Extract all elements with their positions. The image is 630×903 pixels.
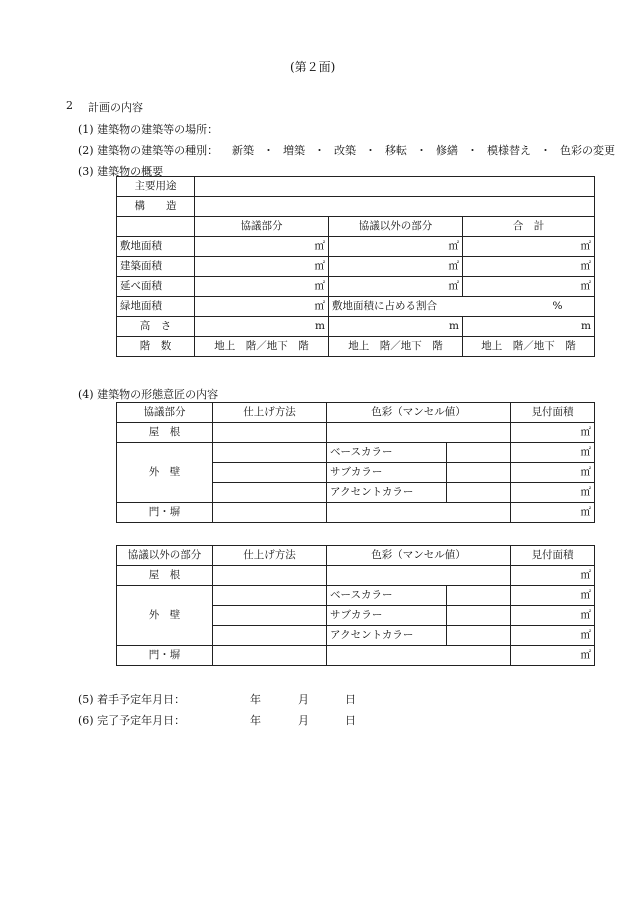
type-extension: 増築 (283, 144, 305, 157)
gate-label: 門・塀 (117, 646, 213, 666)
head-finish: 仕上げ方法 (213, 403, 327, 423)
table-row (117, 217, 595, 237)
header-other: 協議以外の部分 (329, 217, 463, 237)
sub-color-value[interactable] (447, 463, 511, 483)
floors-label: 階 数 (117, 337, 195, 357)
gate-label: 門・塀 (117, 503, 213, 523)
height-kyogi[interactable]: m (195, 317, 329, 337)
item6-day: 日 (345, 714, 356, 727)
wall-finish-3[interactable] (213, 626, 327, 646)
green-area-value[interactable]: ㎡ (195, 297, 329, 317)
accent-color-value[interactable] (447, 483, 511, 503)
site-area-other[interactable]: ㎡ (329, 237, 463, 257)
floor-area-label: 延べ面積 (117, 277, 195, 297)
table-row (117, 546, 595, 566)
type-repair: 修繕 (436, 144, 458, 157)
sub-color-value[interactable] (447, 606, 511, 626)
wall-label: 外 壁 (117, 443, 213, 503)
blank-cell (117, 217, 195, 237)
accent-color-value[interactable] (447, 626, 511, 646)
table-row (117, 403, 595, 423)
item6-year: 年 (250, 714, 261, 727)
table-row (117, 503, 595, 523)
sep: ・ (263, 144, 274, 157)
item6-month: 月 (298, 714, 309, 727)
wall-finish-1[interactable] (213, 443, 327, 463)
section-title: 計画の内容 (88, 101, 143, 114)
gate-color[interactable] (327, 646, 511, 666)
type-new: 新築 (232, 144, 254, 157)
structure-field[interactable] (195, 197, 595, 217)
table-row (117, 197, 595, 217)
floor-area-kyogi[interactable]: ㎡ (195, 277, 329, 297)
head-other: 協議以外の部分 (117, 546, 213, 566)
type-remodel: 模様替え (487, 144, 531, 157)
type-relocation: 移転 (385, 144, 407, 157)
sep: ・ (314, 144, 325, 157)
sep: ・ (540, 144, 551, 157)
item1-label: (1) 建築物の建築等の場所： (78, 123, 219, 136)
table-row (117, 297, 595, 317)
wall-label: 外 壁 (117, 586, 213, 646)
gate-finish[interactable] (213, 646, 327, 666)
item2-label: (2) 建築物の建築等の種別： (78, 144, 219, 157)
design-table-other (116, 545, 595, 666)
purpose-label: 主要用途 (117, 177, 195, 197)
roof-finish[interactable] (213, 566, 327, 586)
roof-area[interactable]: ㎡ (511, 423, 595, 443)
wall-finish-1[interactable] (213, 586, 327, 606)
sep: ・ (365, 144, 376, 157)
wall-finish-3[interactable] (213, 483, 327, 503)
table-row (117, 423, 595, 443)
page-title: (第２面) (290, 60, 336, 74)
head-visible-area: 見付面積 (511, 403, 595, 423)
base-color-label: ベースカラー (327, 586, 447, 606)
table-row (117, 177, 595, 197)
building-area-total[interactable]: ㎡ (463, 257, 595, 277)
accent-color-label: アクセントカラー (327, 483, 447, 503)
sub-color-area[interactable]: ㎡ (511, 463, 595, 483)
base-color-value[interactable] (447, 443, 511, 463)
base-color-value[interactable] (447, 586, 511, 606)
item3-label: (3) 建築物の概要 (78, 165, 164, 178)
type-rebuild: 改築 (334, 144, 356, 157)
gate-area[interactable]: ㎡ (511, 646, 595, 666)
sep: ・ (467, 144, 478, 157)
gate-color[interactable] (327, 503, 511, 523)
floors-kyogi[interactable]: 地上 階／地下 階 (195, 337, 329, 357)
sep: ・ (416, 144, 427, 157)
structure-label: 構 造 (117, 197, 195, 217)
item5-month: 月 (298, 693, 309, 706)
roof-label: 屋 根 (117, 423, 213, 443)
base-color-label: ベースカラー (327, 443, 447, 463)
green-ratio-label: 敷地面積に占める割合 (329, 297, 463, 317)
green-area-label: 緑地面積 (117, 297, 195, 317)
head-color: 色彩（マンセル値） (327, 546, 511, 566)
item5-day: 日 (345, 693, 356, 706)
table-row (117, 317, 595, 337)
floors-other[interactable]: 地上 階／地下 階 (329, 337, 463, 357)
table-row (117, 337, 595, 357)
site-area-label: 敷地面積 (117, 237, 195, 257)
design-table-kyogi (116, 402, 595, 523)
table-row (117, 443, 595, 463)
sub-color-area[interactable]: ㎡ (511, 606, 595, 626)
header-total: 合 計 (463, 217, 595, 237)
head-color: 色彩（マンセル値） (327, 403, 511, 423)
table-row (117, 566, 595, 586)
site-area-kyogi[interactable]: ㎡ (195, 237, 329, 257)
floors-total[interactable]: 地上 階／地下 階 (463, 337, 595, 357)
floor-area-other[interactable]: ㎡ (329, 277, 463, 297)
item5-label: (5) 着手予定年月日： (78, 693, 186, 706)
building-area-other[interactable]: ㎡ (329, 257, 463, 277)
roof-area[interactable]: ㎡ (511, 566, 595, 586)
gate-area[interactable]: ㎡ (511, 503, 595, 523)
table-row (117, 586, 595, 606)
building-area-kyogi[interactable]: ㎡ (195, 257, 329, 277)
sub-color-label: サブカラー (327, 463, 447, 483)
green-ratio-value[interactable]: % (463, 297, 595, 317)
wall-finish-2[interactable] (213, 606, 327, 626)
base-color-area[interactable]: ㎡ (511, 586, 595, 606)
site-area-total[interactable]: ㎡ (463, 237, 595, 257)
building-area-label: 建築面積 (117, 257, 195, 277)
roof-color[interactable] (327, 566, 511, 586)
table-row (117, 237, 595, 257)
wall-finish-2[interactable] (213, 463, 327, 483)
table-row (117, 257, 595, 277)
base-color-area[interactable]: ㎡ (511, 443, 595, 463)
floor-area-total[interactable]: ㎡ (463, 277, 595, 297)
height-total[interactable]: m (463, 317, 595, 337)
table-row (117, 646, 595, 666)
height-other[interactable]: m (329, 317, 463, 337)
accent-color-label: アクセントカラー (327, 626, 447, 646)
item5-year: 年 (250, 693, 261, 706)
head-kyogi: 協議部分 (117, 403, 213, 423)
purpose-field[interactable] (195, 177, 595, 197)
accent-color-area[interactable]: ㎡ (511, 626, 595, 646)
type-color-change: 色彩の変更 (560, 144, 615, 157)
accent-color-area[interactable]: ㎡ (511, 483, 595, 503)
head-finish: 仕上げ方法 (213, 546, 327, 566)
section-number: 2 (66, 99, 73, 112)
head-visible-area: 見付面積 (511, 546, 595, 566)
roof-finish[interactable] (213, 423, 327, 443)
item4-label: (4) 建築物の形態意匠の内容 (78, 388, 219, 401)
roof-label: 屋 根 (117, 566, 213, 586)
gate-finish[interactable] (213, 503, 327, 523)
height-label: 高 さ (117, 317, 195, 337)
roof-color[interactable] (327, 423, 511, 443)
sub-color-label: サブカラー (327, 606, 447, 626)
table-row (117, 277, 595, 297)
overview-table (116, 176, 595, 357)
header-kyogi: 協議部分 (195, 217, 329, 237)
item2-types (232, 142, 615, 158)
item6-label: (6) 完了予定年月日： (78, 714, 186, 727)
